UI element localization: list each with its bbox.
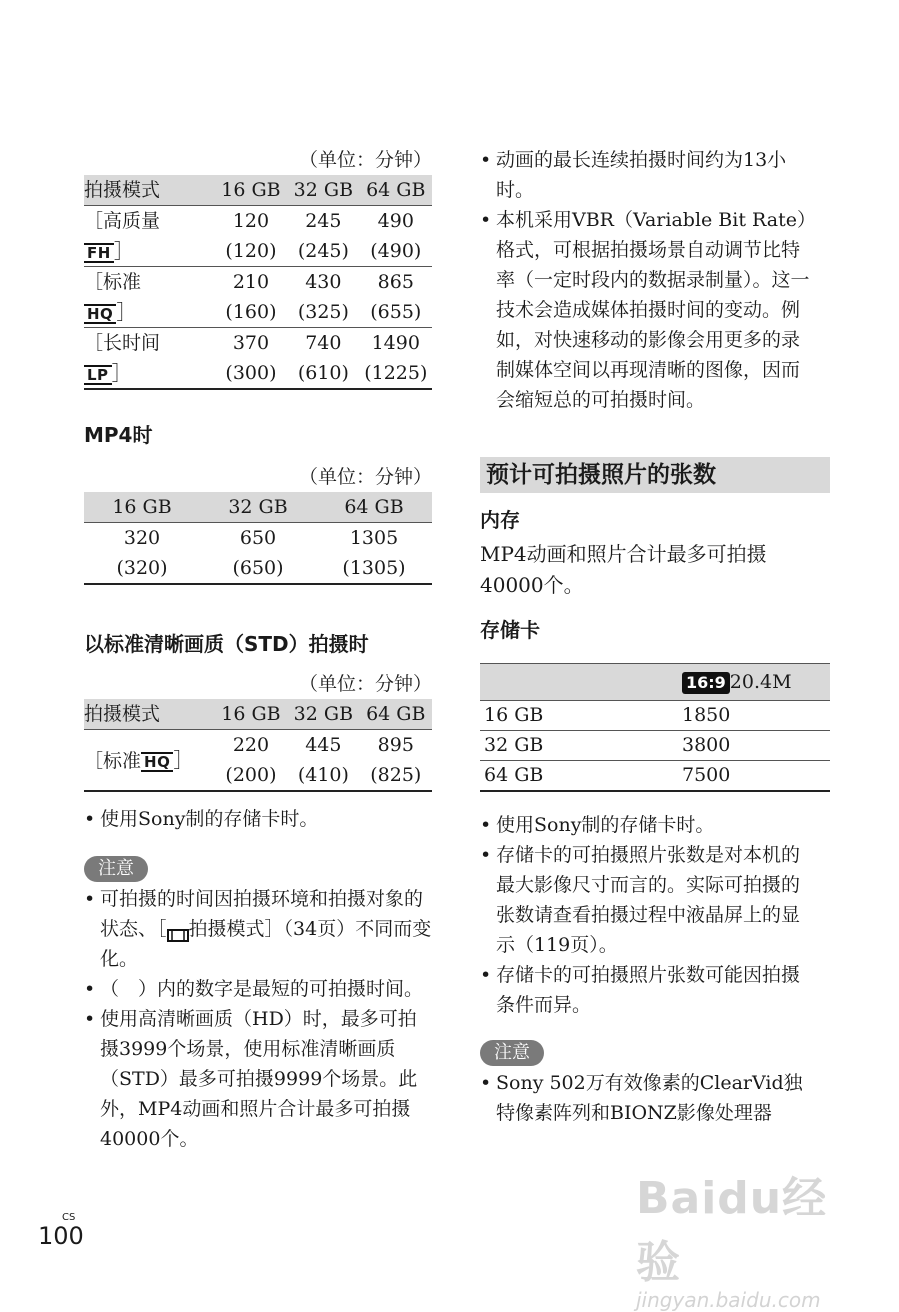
mode-label: ［长时间 [84, 332, 161, 354]
memory-card-heading: 存储卡 [480, 618, 540, 642]
list-item: • 动画的最长连续拍摄时间约为13小时。 [480, 145, 816, 205]
col-header-mode: 拍摄模式 [84, 703, 161, 725]
value-cell [360, 267, 432, 328]
value-top: 865 [377, 271, 414, 293]
value-bottom: (825) [370, 764, 422, 786]
left-notes-list [84, 884, 432, 1154]
internal-memory-text: MP4动画和照片合计最多可拍摄40000个。 [480, 542, 767, 597]
value-bottom: (245) [297, 240, 349, 262]
value-bottom: (320) [116, 557, 168, 579]
unit-label: （单位：分钟） [298, 149, 432, 171]
page-lang-code: CS [62, 1212, 76, 1223]
aspect-16-9-icon: 16:9 [682, 672, 730, 694]
value-bottom: (300) [225, 362, 277, 384]
photo-count-table [480, 663, 830, 792]
col-header-size [682, 664, 830, 701]
lp-badge-icon: LP [84, 365, 112, 385]
value-bottom: (1305) [342, 557, 406, 579]
right-bullet-list [480, 145, 816, 415]
list-item: • 使用高清晰画质（HD）时，最多可拍摄3999个场景，使用标准清晰画质（STD）最多可拍摄9999个场景。此外，MP4动画和照片合计最多可拍摄40000个。 [84, 1004, 432, 1154]
list-item: • （ ）内的数字是最短的可拍摄时间。 [84, 974, 432, 1004]
value-cell [287, 730, 359, 792]
table-row [84, 206, 432, 267]
value-top: 245 [305, 210, 342, 232]
value-top: 490 [377, 210, 414, 232]
close-bracket: ］ [113, 239, 134, 263]
table-row [84, 523, 432, 585]
value-top: 320 [123, 527, 161, 549]
baidu-watermark [636, 1162, 866, 1312]
value-top: 220 [232, 734, 270, 756]
col-header-16gb: 16 GB [112, 496, 172, 518]
mode-cell [84, 206, 215, 267]
col-header-64gb: 64 GB [366, 179, 426, 201]
value-cell [360, 328, 432, 390]
value-cell [360, 730, 432, 792]
mode-label: ［标准 [84, 749, 142, 772]
watermark-url: jingyan.baidu.com [636, 1288, 821, 1312]
close-bracket: ］ [111, 361, 132, 385]
value-top: 430 [305, 271, 342, 293]
value-cell [200, 523, 316, 585]
value-cell [316, 523, 432, 585]
photo-bullet-list [480, 810, 816, 1020]
capacity-cell: 64 GB [484, 764, 544, 786]
table-header-row [480, 664, 830, 701]
list-item: • 存储卡的可拍摄照片张数是对本机的最大影像尺寸而言的。实际可拍摄的张数请查看拍摄过程中液晶屏上的显示（119页）。 [480, 840, 816, 960]
list-item: • 使用Sony制的存储卡时。 [480, 810, 816, 840]
value-cell [287, 206, 359, 267]
mode-cell [84, 730, 215, 792]
hq-badge-icon: HQ [141, 752, 173, 772]
col-header-32gb: 32 GB [293, 703, 354, 725]
table-row [480, 731, 830, 761]
value-top: 445 [305, 734, 342, 756]
value-bottom: (610) [297, 362, 349, 384]
film-mode-icon [167, 922, 189, 938]
col-header-32gb: 32 GB [228, 496, 288, 518]
section-title: 预计可拍摄照片的张数 [480, 457, 830, 493]
value-cell [84, 523, 200, 585]
value-top: 895 [377, 734, 414, 756]
right-column [480, 145, 830, 1128]
std-heading: 以标准清晰画质（STD）拍摄时 [84, 632, 369, 656]
list-item: • 本机采用VBR（Variable Bit Rate）格式，可根据拍摄场景自动调节比特率（一定时段内的数据录制量）。这一技术会造成媒体拍摄时间的变动。例如，对快速移动的影像会用更多的录制媒体空间以再现清晰的图像，因而会缩短总的可拍摄时间。 [480, 205, 816, 415]
mode-label: ［高质量 [84, 210, 161, 232]
mode-label: ［标准 [84, 271, 142, 293]
right-notes-list [480, 1068, 820, 1128]
table-header-row [84, 492, 432, 523]
value-bottom: (200) [225, 764, 277, 786]
table-header-row [84, 699, 432, 730]
left-bullet-list [84, 804, 432, 834]
table-row [84, 328, 432, 390]
value-bottom: (650) [232, 557, 284, 579]
value-bottom: (410) [297, 764, 349, 786]
count-cell: 7500 [682, 764, 731, 786]
value-cell [215, 328, 287, 390]
value-cell [287, 328, 359, 390]
note-text-before: 可拍摄的时间因拍摄环境和拍摄对象的状态、［ [100, 888, 424, 940]
capacity-cell: 32 GB [484, 734, 544, 756]
image-size-label: 20.4M [729, 671, 792, 693]
capacity-cell: 16 GB [484, 704, 544, 726]
hq-badge-icon: HQ [84, 304, 116, 324]
value-cell [287, 267, 359, 328]
close-bracket: ］ [173, 747, 194, 772]
mp4-unit-label: （单位：分钟） [298, 466, 432, 488]
watermark-logo: Baidu经验 [636, 1173, 828, 1288]
note-badge: 注意 [480, 1040, 544, 1066]
col-header-64gb: 64 GB [366, 703, 426, 725]
value-bottom: (655) [370, 301, 422, 323]
value-top: 210 [232, 271, 270, 293]
value-top: 740 [305, 332, 342, 354]
value-bottom: (120) [225, 240, 277, 262]
list-item: • Sony 502万有效像素的ClearVid独特像素阵列和BIONZ影像处理器 [480, 1068, 820, 1128]
col-header-16gb: 16 GB [221, 179, 281, 201]
col-header-64gb: 64 GB [344, 496, 404, 518]
internal-memory-heading: 内存 [480, 508, 520, 532]
list-item: • 使用Sony制的存储卡时。 [84, 804, 432, 834]
list-item: • 存储卡的可拍摄照片张数可能因拍摄条件而异。 [480, 960, 816, 1020]
value-top: 650 [239, 527, 277, 549]
std-time-table [84, 699, 432, 792]
value-cell [215, 730, 287, 792]
value-cell [215, 267, 287, 328]
mp4-heading: MP4时 [84, 423, 153, 447]
value-bottom: (325) [297, 301, 349, 323]
col-header-16gb: 16 GB [221, 703, 281, 725]
col-header-mode: 拍摄模式 [84, 179, 161, 201]
value-top: 1305 [349, 527, 399, 549]
col-header-32gb: 32 GB [293, 179, 354, 201]
table-header-row [84, 175, 432, 206]
close-bracket: ］ [116, 300, 137, 324]
page-number-value: 100 [38, 1222, 84, 1250]
recording-time-table [84, 175, 432, 390]
mp4-time-table [84, 492, 432, 585]
note-text-after: 拍摄模式］（34页）不同而变化。 [100, 918, 432, 970]
value-cell [360, 206, 432, 267]
value-top: 120 [232, 210, 270, 232]
table-row [480, 761, 830, 792]
mode-cell [84, 328, 215, 390]
count-cell: 1850 [682, 704, 731, 726]
mode-cell [84, 267, 215, 328]
value-bottom: (160) [225, 301, 277, 323]
fh-badge-icon: FH [84, 243, 114, 263]
table-row [84, 267, 432, 328]
value-top: 1490 [371, 332, 420, 354]
list-item [84, 884, 432, 974]
value-bottom: (1225) [364, 362, 428, 384]
table-row [480, 701, 830, 731]
std-unit-label: （单位：分钟） [298, 673, 432, 695]
table-row [84, 730, 432, 792]
value-top: 370 [232, 332, 270, 354]
col-header-empty [480, 664, 682, 701]
left-column [84, 145, 432, 1154]
count-cell: 3800 [682, 734, 731, 756]
value-cell [215, 206, 287, 267]
value-bottom: (490) [370, 240, 422, 262]
note-badge: 注意 [84, 856, 148, 882]
